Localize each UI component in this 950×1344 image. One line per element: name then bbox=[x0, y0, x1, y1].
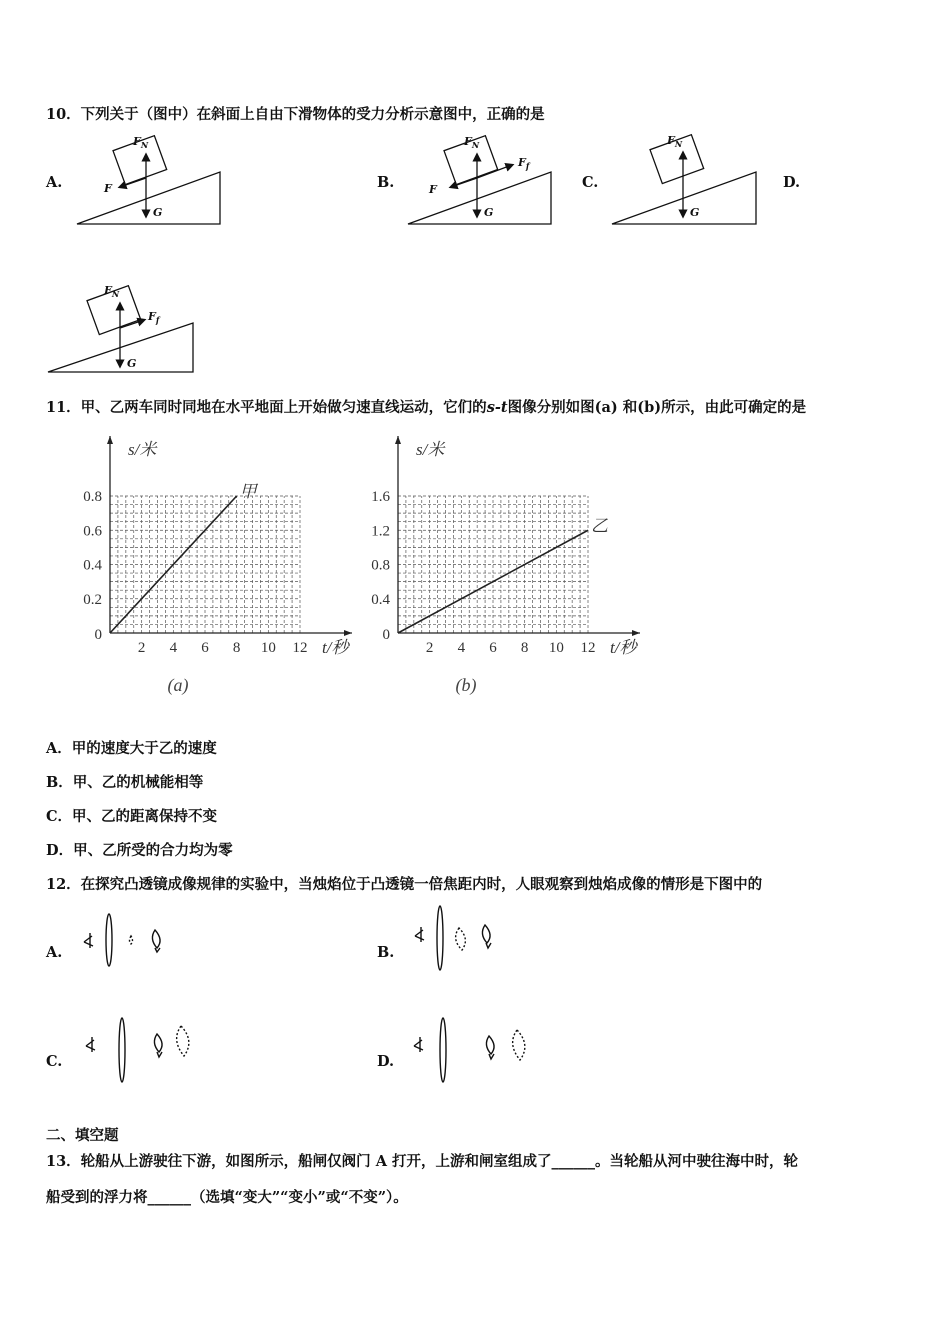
chart-b bbox=[371, 436, 640, 696]
candle-flame-icon bbox=[486, 1036, 494, 1059]
q10-c-fn-label: $F_N$ bbox=[667, 134, 683, 149]
q11-charts bbox=[0, 425, 950, 725]
q10-d-g-label: G bbox=[127, 357, 137, 370]
y-axis-arrow bbox=[395, 436, 401, 444]
q11-option-d[interactable]: D．甲、乙所受的合力均为零 bbox=[46, 842, 233, 859]
eye-icon bbox=[415, 927, 424, 942]
q12-option-c-label[interactable]: C. bbox=[46, 1053, 63, 1070]
x-tick-label: 10 bbox=[260, 640, 276, 656]
lens-icon bbox=[106, 914, 112, 966]
y-tick-label: 1.2 bbox=[371, 523, 390, 540]
chart-a bbox=[83, 436, 352, 696]
q10-a-g-label: G bbox=[153, 206, 163, 219]
q10-a-f-label: F bbox=[104, 182, 112, 195]
x-tick-label: 6 bbox=[489, 640, 497, 656]
virtual-image-icon bbox=[130, 936, 133, 944]
y-tick-label: 0.2 bbox=[83, 591, 102, 608]
q10-option-d-label[interactable]: D. bbox=[783, 174, 801, 191]
x-tick-label: 8 bbox=[232, 640, 241, 656]
q12-diagram-c bbox=[86, 1018, 189, 1082]
x-axis-arrow bbox=[632, 630, 640, 636]
q10-b-ff-label: $F_f$ bbox=[518, 156, 530, 171]
lens-icon bbox=[437, 906, 443, 970]
y-tick-label: 0.4 bbox=[371, 591, 390, 608]
y-tick-label: 0.6 bbox=[83, 523, 102, 540]
series-label: 甲 bbox=[239, 482, 257, 501]
eye-icon bbox=[86, 1037, 95, 1052]
q12-text: 12．在探究凸透镜成像规律的实验中，当烛焰位于凸透镜一倍焦距内时，人眼观察到烛焰成像的情形是下图中的 bbox=[46, 876, 763, 893]
q12-diagram-d bbox=[414, 1018, 525, 1082]
q13-line-1: 13．轮船从上游驶往下游，如图所示，船闸仅阀门 A 打开，上游和闸室组成了______。当轮船从河中驶往海中时，轮 bbox=[46, 1153, 799, 1170]
x-axis-arrow bbox=[344, 630, 352, 636]
x-tick-label: 12 bbox=[292, 640, 308, 656]
q10-option-a-label[interactable]: A. bbox=[46, 174, 63, 191]
x-tick-label: 8 bbox=[520, 640, 529, 656]
virtual-image-icon bbox=[456, 928, 466, 950]
q12-option-d-label[interactable]: D. bbox=[377, 1053, 395, 1070]
y-axis-label: s/米 bbox=[128, 440, 157, 459]
lens-icon bbox=[119, 1018, 125, 1082]
y-axis-label: s/米 bbox=[416, 440, 445, 459]
eye-icon bbox=[84, 933, 93, 948]
virtual-image-icon bbox=[513, 1030, 525, 1060]
q10-diagram-d bbox=[48, 286, 193, 372]
section-title: 二、填空题 bbox=[46, 1127, 119, 1144]
q12-diagram-b bbox=[415, 906, 491, 970]
eye-icon bbox=[414, 1037, 423, 1052]
q11-st-variable: s-t bbox=[486, 399, 508, 416]
q10-text: 10．下列关于（图中）在斜面上自由下滑物体的受力分析示意图中，正确的是 bbox=[46, 106, 545, 123]
q10-c-g-label: G bbox=[690, 206, 700, 219]
q12-diagram-a bbox=[84, 914, 160, 966]
q13-line-2: 船受到的浮力将______（选填“变大”“变小”或“不变”）。 bbox=[46, 1189, 408, 1206]
candle-flame-icon bbox=[482, 925, 491, 948]
q10-b-f-label: F bbox=[429, 183, 437, 196]
x-axis-label: t/秒 bbox=[610, 638, 637, 657]
q10-d-ff-label: $F_f$ bbox=[148, 310, 160, 325]
virtual-image-icon bbox=[177, 1026, 189, 1056]
q12-option-b-label[interactable]: B. bbox=[377, 944, 395, 961]
q10-b-fn-label: $F_N$ bbox=[464, 135, 480, 150]
y-tick-label: 1.6 bbox=[371, 489, 390, 505]
q10-b-g-label: G bbox=[484, 206, 494, 219]
x-tick-label: 4 bbox=[169, 640, 178, 656]
chart-caption: (b) bbox=[455, 675, 477, 695]
x-tick-label: 2 bbox=[425, 640, 434, 656]
q10-diagrams bbox=[0, 0, 950, 380]
candle-flame-icon bbox=[152, 930, 160, 952]
q10-diagram-a bbox=[77, 136, 220, 224]
y-tick-label: 0 bbox=[382, 627, 390, 643]
q10-diagram-c bbox=[612, 135, 756, 224]
x-tick-label: 12 bbox=[580, 640, 596, 656]
q11-option-b[interactable]: B．甲、乙的机械能相等 bbox=[46, 774, 204, 791]
q10-a-fn-label: $F_N$ bbox=[133, 135, 149, 150]
q10-diagram-b bbox=[408, 136, 551, 224]
q12-diagrams bbox=[0, 900, 950, 1100]
y-tick-label: 0 bbox=[94, 627, 102, 643]
x-tick-label: 4 bbox=[457, 640, 466, 656]
x-axis-label: t/秒 bbox=[322, 638, 349, 657]
q10-d-fn-label: $F_N$ bbox=[104, 284, 120, 299]
y-tick-label: 0.4 bbox=[83, 557, 102, 574]
q11-option-c[interactable]: C．甲、乙的距离保持不变 bbox=[46, 808, 218, 825]
q10-option-b-label[interactable]: B. bbox=[377, 174, 395, 191]
q10-option-c-label[interactable]: C. bbox=[582, 174, 599, 191]
q12-option-a-label[interactable]: A. bbox=[46, 944, 63, 961]
q11-text: 11．甲、乙两车同时同地在水平地面上开始做匀速直线运动，它们的s-t图像分别如图(a) 和(b)所示，由此可确定的是 bbox=[46, 399, 807, 416]
candle-flame-icon bbox=[154, 1034, 162, 1057]
y-tick-label: 0.8 bbox=[371, 557, 390, 574]
chart-caption: (a) bbox=[167, 675, 189, 695]
series-label: 乙 bbox=[591, 516, 608, 536]
x-tick-label: 10 bbox=[548, 640, 564, 656]
x-tick-label: 2 bbox=[137, 640, 146, 656]
y-axis-arrow bbox=[107, 436, 113, 444]
y-tick-label: 0.8 bbox=[83, 489, 102, 505]
q11-option-a[interactable]: A．甲的速度大于乙的速度 bbox=[46, 740, 217, 757]
x-tick-label: 6 bbox=[201, 640, 209, 656]
lens-icon bbox=[440, 1018, 446, 1082]
